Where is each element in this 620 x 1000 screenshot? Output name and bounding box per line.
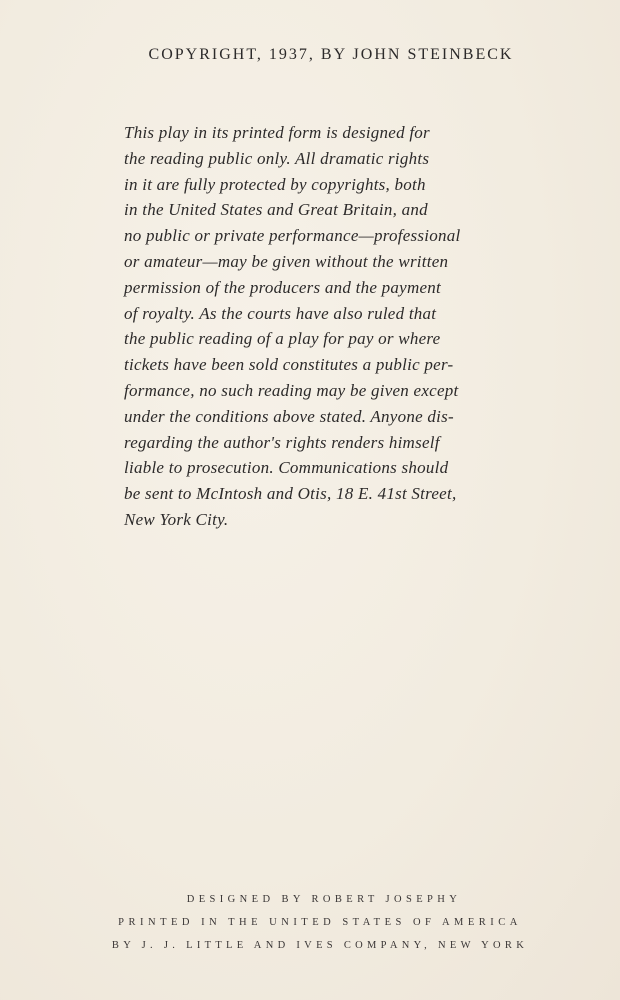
designer-credit: DESIGNED BY ROBERT JOSEPHY bbox=[186, 894, 462, 905]
notice-line: of royalty. As the courts have also ruled that bbox=[124, 303, 437, 323]
notice-line: the reading public only. All dramatic rights bbox=[124, 148, 430, 168]
notice-line: in the United States and Great Britain, and bbox=[124, 200, 428, 220]
notice-line: in it are fully protected by copyrights, both bbox=[124, 174, 426, 194]
printed-in-credit: PRINTED IN THE UNITED STATES OF AMERICA bbox=[118, 917, 522, 928]
notice-line: regarding the author's rights renders himself bbox=[124, 432, 440, 452]
notice-line: or amateur—may be given without the written bbox=[124, 251, 449, 271]
notice-line: be sent to McIntosh and Otis, 18 E. 41st Street, bbox=[124, 484, 457, 504]
notice-line: This play in its printed form is designed for bbox=[124, 123, 430, 142]
rights-notice bbox=[124, 120, 536, 533]
notice-line: no public or private performance—professional bbox=[124, 226, 461, 246]
notice-line: the public reading of a play for pay or where bbox=[124, 329, 441, 349]
copyright-heading: COPYRIGHT, 1937, BY JOHN STEINBECK bbox=[148, 46, 514, 63]
notice-line: formance, no such reading may be given except bbox=[124, 380, 459, 400]
printer-credit: BY J. J. LITTLE AND IVES COMPANY, NEW YORK bbox=[111, 940, 529, 951]
notice-line: New York City. bbox=[124, 509, 229, 529]
notice-line: tickets have been sold constitutes a public per- bbox=[124, 355, 454, 375]
notice-line: liable to prosecution. Communications should bbox=[124, 458, 449, 478]
notice-line: under the conditions above stated. Anyone dis- bbox=[124, 406, 454, 426]
notice-line: permission of the producers and the payment bbox=[124, 277, 442, 297]
